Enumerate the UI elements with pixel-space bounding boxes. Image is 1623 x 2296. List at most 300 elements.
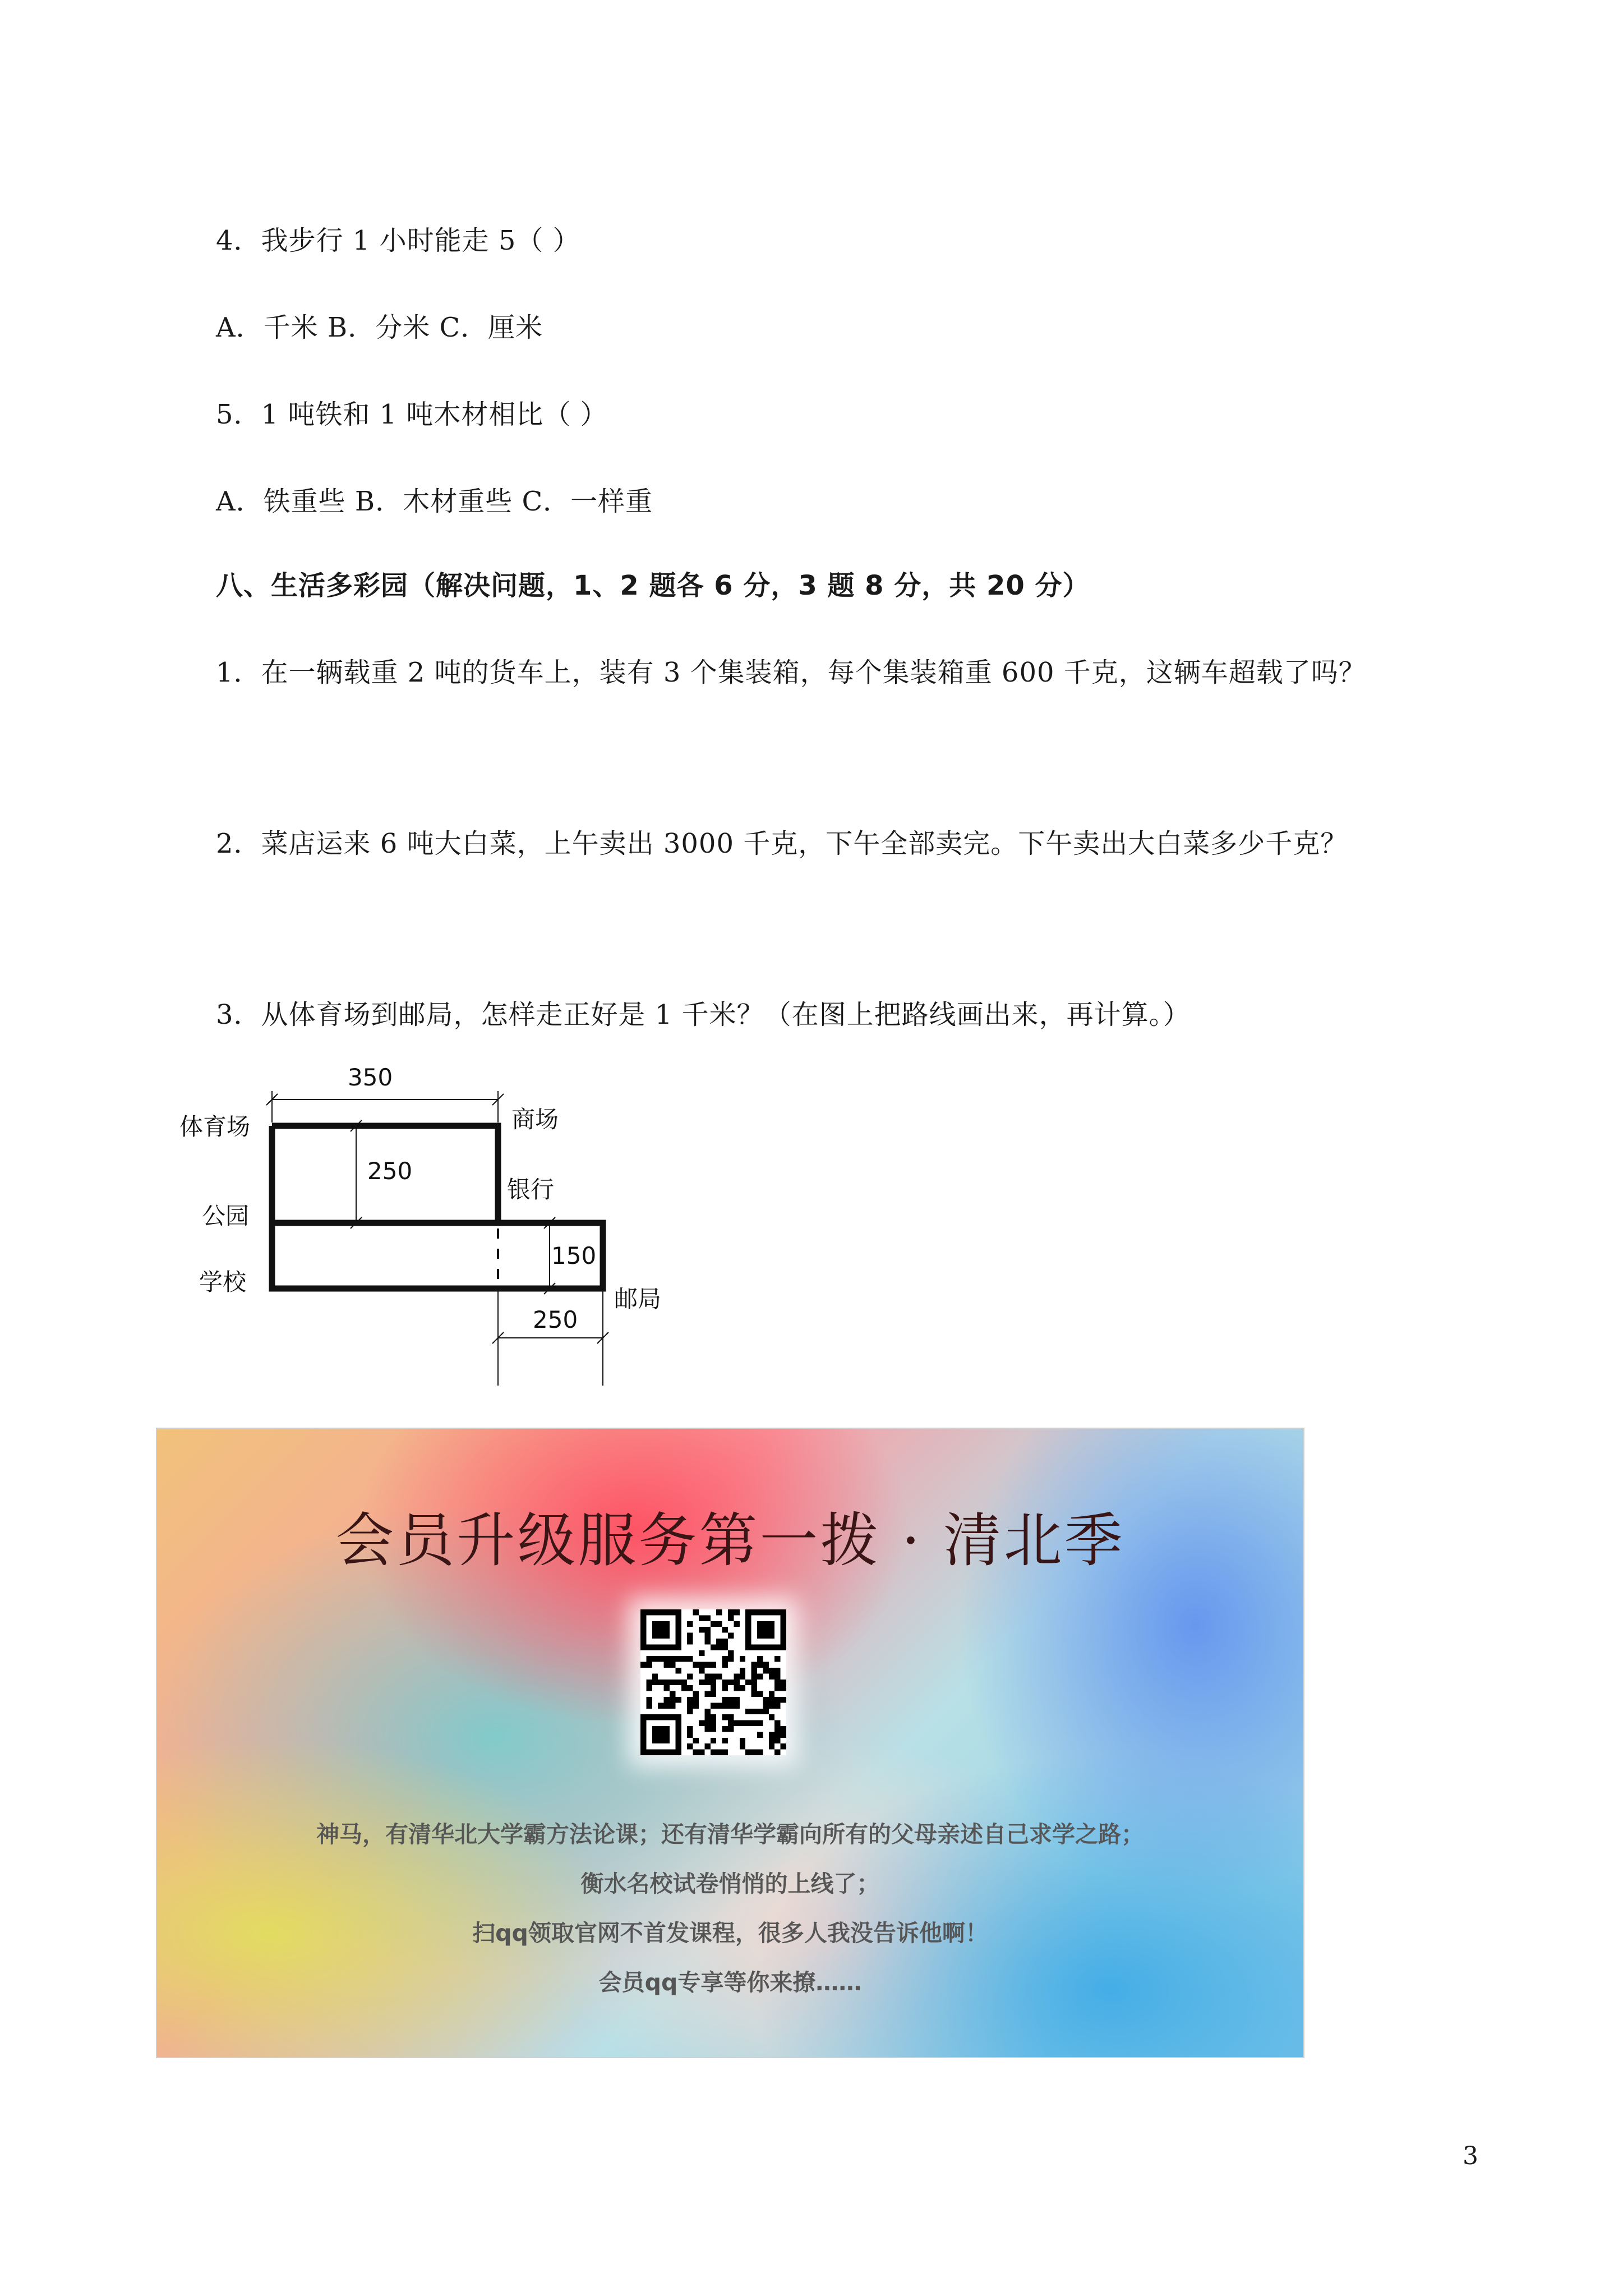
qr-module xyxy=(711,1621,716,1627)
qr-module xyxy=(769,1673,774,1679)
qr-module xyxy=(699,1720,704,1726)
qr-module xyxy=(699,1627,704,1632)
qr-module xyxy=(781,1621,786,1627)
qr-module xyxy=(711,1703,716,1708)
qr-module xyxy=(711,1685,716,1691)
qr-module xyxy=(658,1714,663,1720)
qr-module xyxy=(734,1685,739,1691)
qr-module xyxy=(774,1738,780,1743)
qr-module xyxy=(781,1615,786,1621)
qr-module xyxy=(769,1621,774,1627)
route-diagram xyxy=(168,1043,707,1391)
section-8-heading: 八、生活多彩园（解决问题，1、2 题各 6 分，3 题 8 分，共 20 分） xyxy=(216,570,1090,601)
qr-module xyxy=(751,1685,757,1691)
qr-module xyxy=(704,1726,710,1732)
qr-module xyxy=(716,1621,722,1627)
qr-module xyxy=(675,1633,681,1639)
qr-module xyxy=(734,1703,739,1708)
qr-module xyxy=(711,1714,716,1720)
qr-module xyxy=(711,1680,716,1685)
qr-module xyxy=(687,1732,693,1737)
qr-module xyxy=(652,1621,658,1627)
qr-module xyxy=(658,1621,663,1627)
qr-module xyxy=(704,1714,710,1720)
label-bank: 银行 xyxy=(507,1176,555,1203)
label-school: 学校 xyxy=(199,1268,247,1296)
qr-module xyxy=(652,1750,658,1755)
qr-module xyxy=(774,1644,780,1650)
qr-module xyxy=(774,1750,780,1755)
qr-module xyxy=(728,1714,734,1720)
qr-module xyxy=(751,1644,757,1650)
qr-module xyxy=(704,1639,710,1644)
qr-module xyxy=(646,1680,652,1685)
qr-module xyxy=(664,1680,670,1685)
qr-module xyxy=(640,1726,646,1732)
qr-module xyxy=(781,1726,786,1732)
qr-module xyxy=(763,1709,768,1714)
qr-module xyxy=(711,1720,716,1726)
qr-module xyxy=(646,1685,652,1691)
qr-module xyxy=(769,1732,774,1737)
qr-module xyxy=(745,1680,751,1685)
qr-module xyxy=(670,1656,675,1662)
qr-module xyxy=(711,1662,716,1668)
qr-module xyxy=(704,1662,710,1668)
qr-module xyxy=(722,1697,728,1703)
qr-module xyxy=(751,1691,757,1697)
qr-module xyxy=(664,1627,670,1632)
qr-module xyxy=(658,1644,663,1650)
qr-module xyxy=(670,1703,675,1708)
qr-module xyxy=(675,1697,681,1703)
label-park: 公园 xyxy=(202,1202,250,1230)
label-stadium: 体育场 xyxy=(179,1113,251,1140)
qr-module xyxy=(774,1668,780,1673)
qr-module xyxy=(670,1662,675,1668)
qr-module xyxy=(740,1668,745,1673)
qr-module xyxy=(781,1680,786,1685)
qr-module xyxy=(640,1732,646,1737)
qr-module xyxy=(769,1633,774,1639)
banner-line-1: 神马，有清华北大学霸方法论课；还有清华学霸向所有的父母亲述自己求学之路； xyxy=(316,1821,1144,1848)
qr-module xyxy=(774,1697,780,1703)
qr-module xyxy=(652,1738,658,1743)
qr-module xyxy=(658,1750,663,1755)
qr-module xyxy=(734,1720,739,1726)
qr-module xyxy=(687,1621,693,1627)
qr-module xyxy=(652,1673,658,1679)
qr-module xyxy=(670,1644,675,1650)
qr-module xyxy=(757,1720,763,1726)
qr-module xyxy=(781,1639,786,1644)
qr-module xyxy=(640,1743,646,1749)
dim-right-label: 150 xyxy=(551,1242,597,1269)
qr-module xyxy=(745,1609,751,1615)
qr-module xyxy=(757,1609,763,1615)
dim-left-label: 250 xyxy=(367,1157,413,1185)
qr-module xyxy=(652,1627,658,1632)
banner-title: 会员升级服务第一拨 · 清北季 xyxy=(335,1506,1125,1575)
qr-module xyxy=(745,1750,751,1755)
qr-module xyxy=(757,1709,763,1714)
qr-module xyxy=(699,1668,704,1673)
qr-module xyxy=(693,1697,699,1703)
qr-module xyxy=(704,1691,710,1697)
qr-module xyxy=(781,1644,786,1650)
qr-module xyxy=(652,1644,658,1650)
qr-module xyxy=(722,1685,728,1691)
qr-module xyxy=(781,1633,786,1639)
qr-module xyxy=(711,1691,716,1697)
qr-module xyxy=(728,1656,734,1662)
qr-module xyxy=(757,1691,763,1697)
qr-module xyxy=(646,1656,652,1662)
qr-module xyxy=(728,1615,734,1621)
qr-module xyxy=(751,1673,757,1679)
qr-module xyxy=(763,1662,768,1668)
qr-module xyxy=(664,1662,670,1668)
qr-module xyxy=(757,1621,763,1627)
qr-module xyxy=(745,1627,751,1632)
qr-module xyxy=(769,1644,774,1650)
qr-module xyxy=(734,1673,739,1679)
qr-module xyxy=(763,1621,768,1627)
qr-module xyxy=(699,1650,704,1656)
qr-module xyxy=(687,1697,693,1703)
qr-module xyxy=(646,1703,652,1708)
qr-module xyxy=(722,1703,728,1708)
qr-module xyxy=(751,1680,757,1685)
qr-module xyxy=(652,1726,658,1732)
question-5: 5．1 吨铁和 1 吨木材相比（ ） xyxy=(216,399,608,430)
qr-module xyxy=(745,1615,751,1621)
qr-module xyxy=(704,1720,710,1726)
qr-module xyxy=(711,1738,716,1743)
qr-module xyxy=(664,1685,670,1691)
qr-module xyxy=(774,1732,780,1737)
qr-module xyxy=(722,1639,728,1644)
qr-module xyxy=(769,1703,774,1708)
qr-module xyxy=(658,1703,663,1708)
banner-line-4: 会员qq专享等你来撩…… xyxy=(598,1969,862,1996)
qr-module xyxy=(664,1703,670,1708)
qr-module xyxy=(728,1633,734,1639)
qr-module xyxy=(728,1680,734,1685)
qr-module xyxy=(774,1673,780,1679)
qr-module xyxy=(769,1738,774,1743)
qr-module xyxy=(763,1609,768,1615)
qr-module xyxy=(781,1627,786,1632)
qr-module xyxy=(664,1750,670,1755)
qr-module xyxy=(711,1750,716,1755)
qr-module xyxy=(675,1615,681,1621)
qr-module xyxy=(734,1621,739,1627)
qr-module xyxy=(693,1703,699,1708)
qr-module xyxy=(757,1656,763,1662)
qr-module xyxy=(734,1697,739,1703)
qr-module xyxy=(781,1609,786,1615)
qr-module xyxy=(646,1662,652,1668)
qr-module xyxy=(728,1720,734,1726)
qr-module xyxy=(716,1639,722,1644)
qr-module xyxy=(757,1644,763,1650)
qr-module xyxy=(664,1644,670,1650)
qr-module xyxy=(711,1673,716,1679)
question-4: 4．我步行 1 小时能走 5（ ） xyxy=(216,225,580,256)
qr-module xyxy=(658,1627,663,1632)
qr-module xyxy=(751,1720,757,1726)
qr-code-icon xyxy=(640,1609,786,1755)
qr-module xyxy=(740,1720,745,1726)
qr-module xyxy=(722,1662,728,1668)
qr-module xyxy=(658,1609,663,1615)
qr-module xyxy=(774,1720,780,1726)
qr-module xyxy=(763,1644,768,1650)
qr-module xyxy=(675,1609,681,1615)
qr-module xyxy=(699,1750,704,1755)
banner-line-2: 衡水名校试卷悄悄的上线了； xyxy=(580,1870,880,1897)
qr-module xyxy=(740,1656,745,1662)
qr-module xyxy=(646,1644,652,1650)
qr-module xyxy=(704,1627,710,1632)
qr-module xyxy=(722,1738,728,1743)
problem-1: 1．在一辆载重 2 吨的货车上，装有 3 个集装箱，每个集装箱重 600 千克，这辆车超载了吗？ xyxy=(216,657,1366,688)
qr-module xyxy=(652,1633,658,1639)
qr-module xyxy=(774,1656,780,1662)
qr-module xyxy=(757,1732,763,1737)
qr-module xyxy=(751,1709,757,1714)
qr-module xyxy=(769,1668,774,1673)
qr-module xyxy=(722,1714,728,1720)
qr-module xyxy=(763,1697,768,1703)
qr-module xyxy=(728,1697,734,1703)
promo-banner[interactable] xyxy=(156,1428,1304,2058)
qr-module xyxy=(675,1743,681,1749)
qr-module xyxy=(728,1726,734,1732)
qr-module xyxy=(646,1609,652,1615)
qr-module xyxy=(722,1656,728,1662)
qr-module xyxy=(693,1662,699,1668)
qr-module xyxy=(774,1726,780,1732)
qr-module xyxy=(658,1680,663,1685)
qr-module xyxy=(751,1609,757,1615)
qr-module xyxy=(675,1732,681,1737)
dim-bottom-label: 250 xyxy=(533,1306,578,1333)
question-4-options: A．千米 B．分米 C．厘米 xyxy=(216,312,543,343)
qr-module xyxy=(687,1703,693,1708)
qr-module xyxy=(664,1714,670,1720)
qr-module xyxy=(640,1738,646,1743)
qr-module xyxy=(774,1685,780,1691)
qr-module xyxy=(646,1697,652,1703)
page-number: 3 xyxy=(1463,2142,1478,2170)
label-mall: 商场 xyxy=(511,1106,559,1133)
qr-module xyxy=(769,1714,774,1720)
qr-module xyxy=(640,1644,646,1650)
qr-module xyxy=(716,1750,722,1755)
qr-module xyxy=(675,1680,681,1685)
qr-module xyxy=(704,1743,710,1749)
qr-module xyxy=(681,1685,687,1691)
qr-module xyxy=(675,1656,681,1662)
qr-module xyxy=(675,1644,681,1650)
qr-module xyxy=(664,1726,670,1732)
qr-module xyxy=(722,1680,728,1685)
qr-module xyxy=(716,1703,722,1708)
qr-module xyxy=(693,1609,699,1615)
qr-module xyxy=(640,1662,646,1668)
qr-module xyxy=(774,1609,780,1615)
qr-module xyxy=(740,1743,745,1749)
qr-module xyxy=(745,1644,751,1650)
qr-module xyxy=(763,1627,768,1632)
qr-module xyxy=(664,1738,670,1743)
qr-module xyxy=(658,1633,663,1639)
qr-module xyxy=(658,1656,663,1662)
qr-module xyxy=(757,1673,763,1679)
qr-module xyxy=(711,1726,716,1732)
qr-module xyxy=(670,1750,675,1755)
qr-module xyxy=(740,1673,745,1679)
qr-module xyxy=(640,1633,646,1639)
qr-module xyxy=(781,1743,786,1749)
qr-module xyxy=(675,1726,681,1732)
qr-module xyxy=(769,1697,774,1703)
qr-module xyxy=(699,1680,704,1685)
qr-module xyxy=(675,1668,681,1673)
qr-module xyxy=(670,1680,675,1685)
qr-module xyxy=(640,1720,646,1726)
qr-module xyxy=(640,1621,646,1627)
qr-module xyxy=(722,1627,728,1632)
qr-module xyxy=(722,1644,728,1650)
qr-module xyxy=(693,1750,699,1755)
qr-module xyxy=(675,1714,681,1720)
qr-module xyxy=(640,1714,646,1720)
qr-module xyxy=(769,1691,774,1697)
qr-module xyxy=(711,1644,716,1650)
qr-module xyxy=(687,1685,693,1691)
qr-module xyxy=(652,1680,658,1685)
qr-module xyxy=(745,1720,751,1726)
qr-module xyxy=(687,1709,693,1714)
qr-module xyxy=(687,1673,693,1679)
qr-module xyxy=(675,1627,681,1632)
qr-module xyxy=(693,1691,699,1697)
qr-code[interactable] xyxy=(640,1609,786,1755)
qr-module xyxy=(751,1750,757,1755)
dim-top-label: 350 xyxy=(348,1064,393,1091)
qr-module xyxy=(745,1709,751,1714)
qr-module xyxy=(664,1621,670,1627)
qr-module xyxy=(664,1609,670,1615)
qr-module xyxy=(675,1738,681,1743)
qr-module xyxy=(687,1726,693,1732)
qr-module xyxy=(716,1644,722,1650)
qr-module xyxy=(774,1680,780,1685)
qr-module xyxy=(681,1656,687,1662)
qr-module xyxy=(670,1609,675,1615)
qr-module xyxy=(687,1639,693,1644)
qr-module xyxy=(675,1720,681,1726)
qr-module xyxy=(658,1726,663,1732)
qr-module xyxy=(670,1697,675,1703)
qr-module xyxy=(763,1633,768,1639)
qr-module xyxy=(670,1691,675,1697)
qr-module xyxy=(757,1662,763,1668)
qr-module xyxy=(675,1639,681,1644)
qr-module xyxy=(704,1615,710,1621)
question-5-options: A．铁重些 B．木材重些 C．一样重 xyxy=(216,486,653,517)
label-post-office: 邮局 xyxy=(614,1285,662,1313)
qr-module xyxy=(716,1609,722,1615)
qr-module xyxy=(734,1609,739,1615)
qr-module xyxy=(781,1732,786,1737)
qr-module xyxy=(728,1609,734,1615)
qr-module xyxy=(757,1750,763,1755)
problem-2: 2．菜店运来 6 吨大白菜，上午卖出 3000 千克，下午全部卖完。下午卖出大白菜多少千克？ xyxy=(216,828,1348,859)
qr-module xyxy=(704,1709,710,1714)
qr-module xyxy=(774,1703,780,1708)
qr-module xyxy=(687,1633,693,1639)
qr-module xyxy=(740,1685,745,1691)
qr-module xyxy=(664,1633,670,1639)
qr-module xyxy=(745,1621,751,1627)
qr-module xyxy=(664,1656,670,1662)
qr-module xyxy=(769,1609,774,1615)
qr-module xyxy=(652,1732,658,1737)
qr-module xyxy=(769,1627,774,1632)
qr-module xyxy=(640,1627,646,1632)
qr-module xyxy=(751,1662,757,1668)
qr-module xyxy=(704,1673,710,1679)
qr-module xyxy=(652,1609,658,1615)
qr-module xyxy=(658,1738,663,1743)
qr-module xyxy=(704,1680,710,1685)
qr-module xyxy=(728,1650,734,1656)
qr-module xyxy=(716,1673,722,1679)
qr-module xyxy=(640,1609,646,1615)
qr-module xyxy=(763,1703,768,1708)
qr-module xyxy=(640,1639,646,1644)
qr-module xyxy=(652,1656,658,1662)
qr-module xyxy=(722,1750,728,1755)
qr-module xyxy=(652,1714,658,1720)
qr-module xyxy=(704,1633,710,1639)
qr-module xyxy=(699,1615,704,1621)
qr-module xyxy=(745,1633,751,1639)
qr-module xyxy=(664,1732,670,1737)
qr-module xyxy=(646,1714,652,1720)
qr-module xyxy=(781,1697,786,1703)
qr-module xyxy=(675,1621,681,1627)
qr-module xyxy=(757,1633,763,1639)
banner-line-3: 扫qq领取官网不首发课程，很多人我没告诉他啊！ xyxy=(472,1920,988,1947)
qr-module xyxy=(681,1680,687,1685)
qr-module xyxy=(646,1750,652,1755)
qr-module xyxy=(781,1685,786,1691)
qr-module xyxy=(769,1743,774,1749)
qr-module xyxy=(687,1656,693,1662)
qr-module xyxy=(658,1732,663,1737)
qr-module xyxy=(664,1697,670,1703)
qr-module xyxy=(675,1750,681,1755)
qr-module xyxy=(699,1662,704,1668)
problem-3: 3．从体育场到邮局，怎样走正好是 1 千米？（在图上把路线画出来，再计算。） xyxy=(216,999,1191,1030)
qr-module xyxy=(640,1750,646,1755)
qr-module xyxy=(722,1726,728,1732)
